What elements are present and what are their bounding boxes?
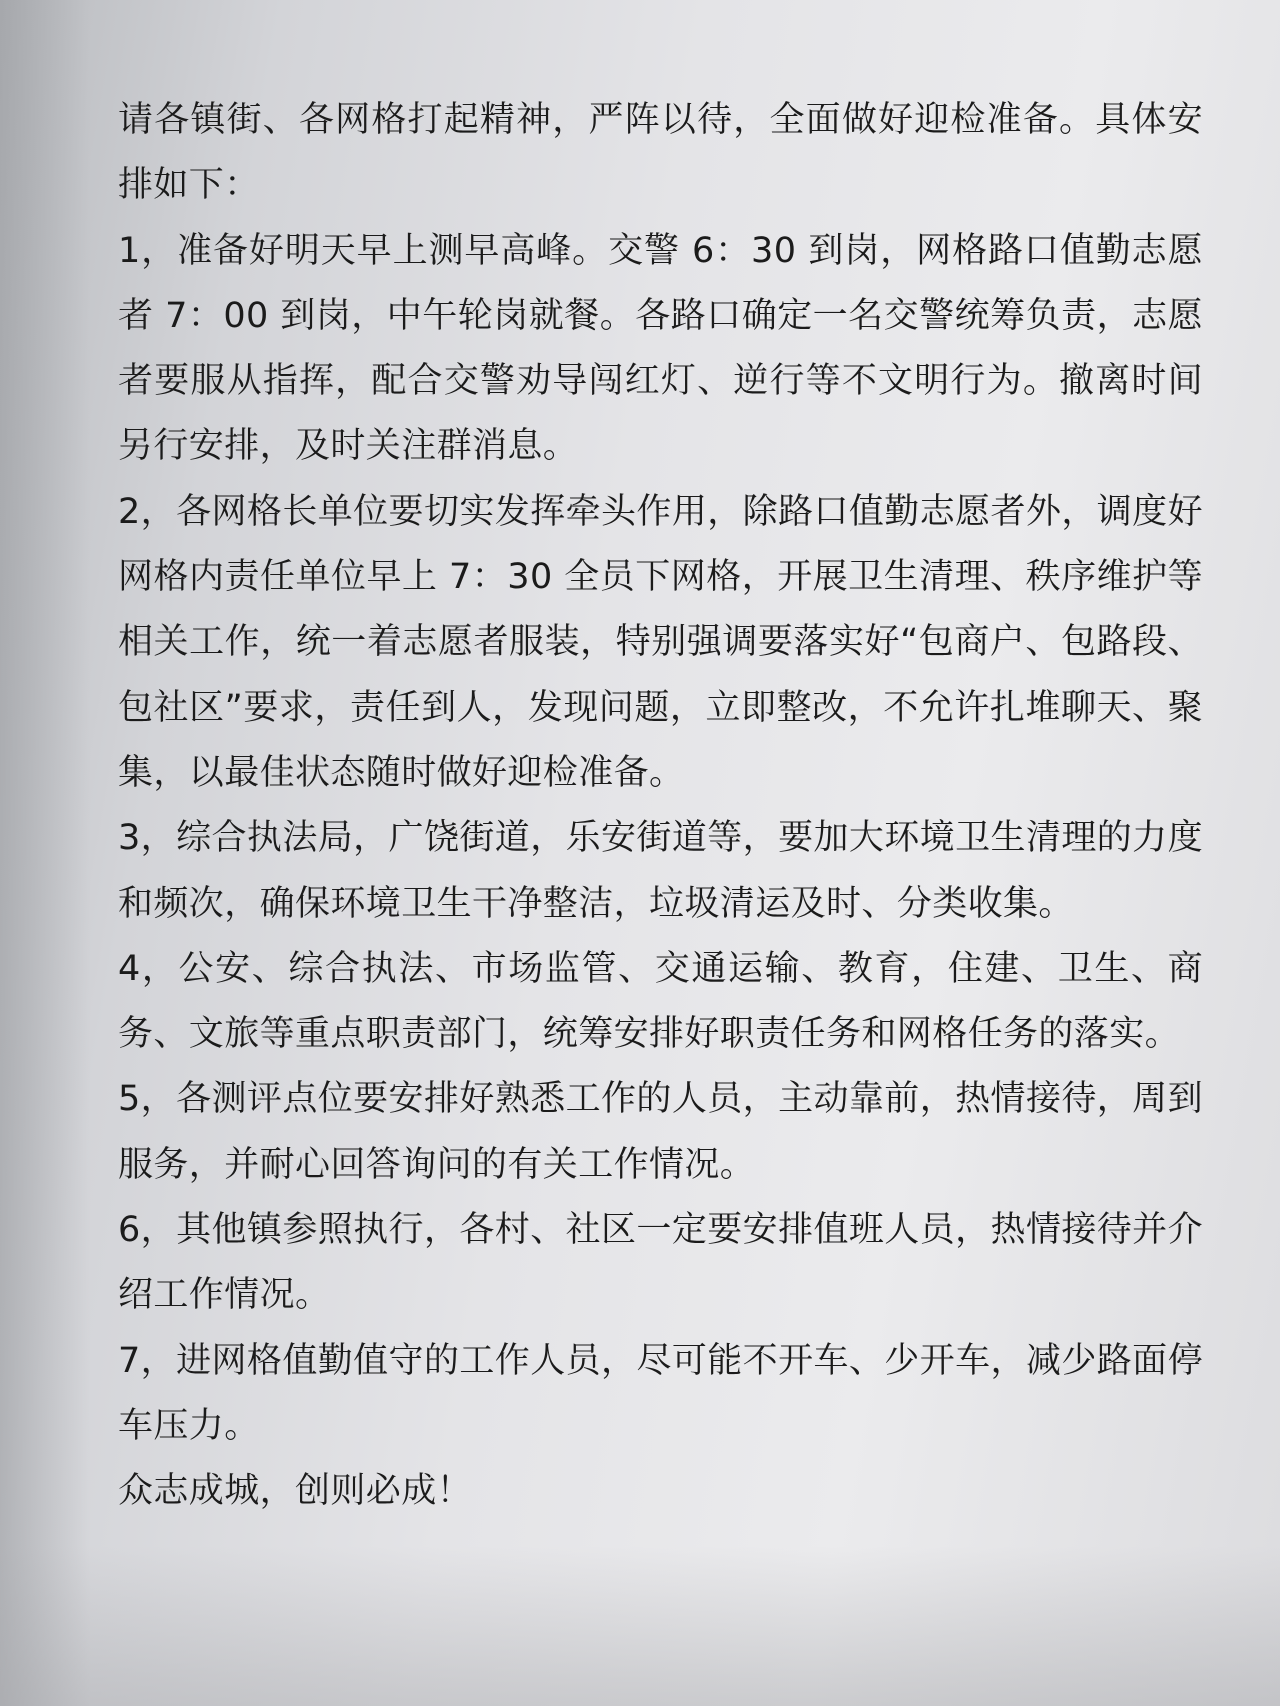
item-4-paragraph: 4，公安、综合执法、市场监管、交通运输、教育，住建、卫生、商务、文旅等重点职责部门，统筹安排好职责任务和网格任务的落实。	[118, 948, 1203, 1055]
item-7-paragraph: 7，进网格值勤值守的工作人员，尽可能不开车、少开车，减少路面停车压力。	[118, 1340, 1203, 1446]
page-shadow-left	[0, 0, 90, 1706]
item-6-paragraph: 6，其他镇参照执行，各村、社区一定要安排值班人员，热情接待并介绍工作情况。	[118, 1210, 1203, 1316]
closing-slogan: 众志成城，创则必成！	[118, 1471, 473, 1512]
item-5-paragraph: 5，各测评点位要安排好熟悉工作的人员，主动靠前，热情接待，周到服务，并耐心回答询问的有关工作情况。	[118, 1079, 1203, 1185]
item-2-paragraph: 2，各网格长单位要切实发挥牵头作用，除路口值勤志愿者外，调度好网格内责任单位早上 7：30 全员下网格，开展卫生清理、秩序维护等相关工作，统一着志愿者服装，特别强调要落实好“包商户、包路段、包社区”要求，责任到人，发现问题，立即整改，不允许扎堆聊天、聚集，以最佳状态随时做好迎检准备。	[118, 491, 1203, 793]
page-shadow-bottom	[0, 1546, 1280, 1706]
intro-paragraph: 请各镇街、各网格打起精神，严阵以待，全面做好迎检准备。具体安排如下：	[118, 100, 1203, 206]
item-3-paragraph: 3，综合执法局，广饶街道，乐安街道等，要加大环境卫生清理的力度和频次，确保环境卫生干净整洁，垃圾清运及时、分类收集。	[118, 818, 1203, 924]
notice-body	[118, 88, 1203, 1525]
item-1-paragraph: 1，准备好明天早上测早高峰。交警 6：30 到岗，网格路口值勤志愿者 7：00 到岗，中午轮岗就餐。各路口确定一名交警统筹负责，志愿者要服从指挥，配合交警劝导闯红灯、逆行等不文明行为。撤离时间另行安排，及时关注群消息。	[118, 230, 1203, 467]
